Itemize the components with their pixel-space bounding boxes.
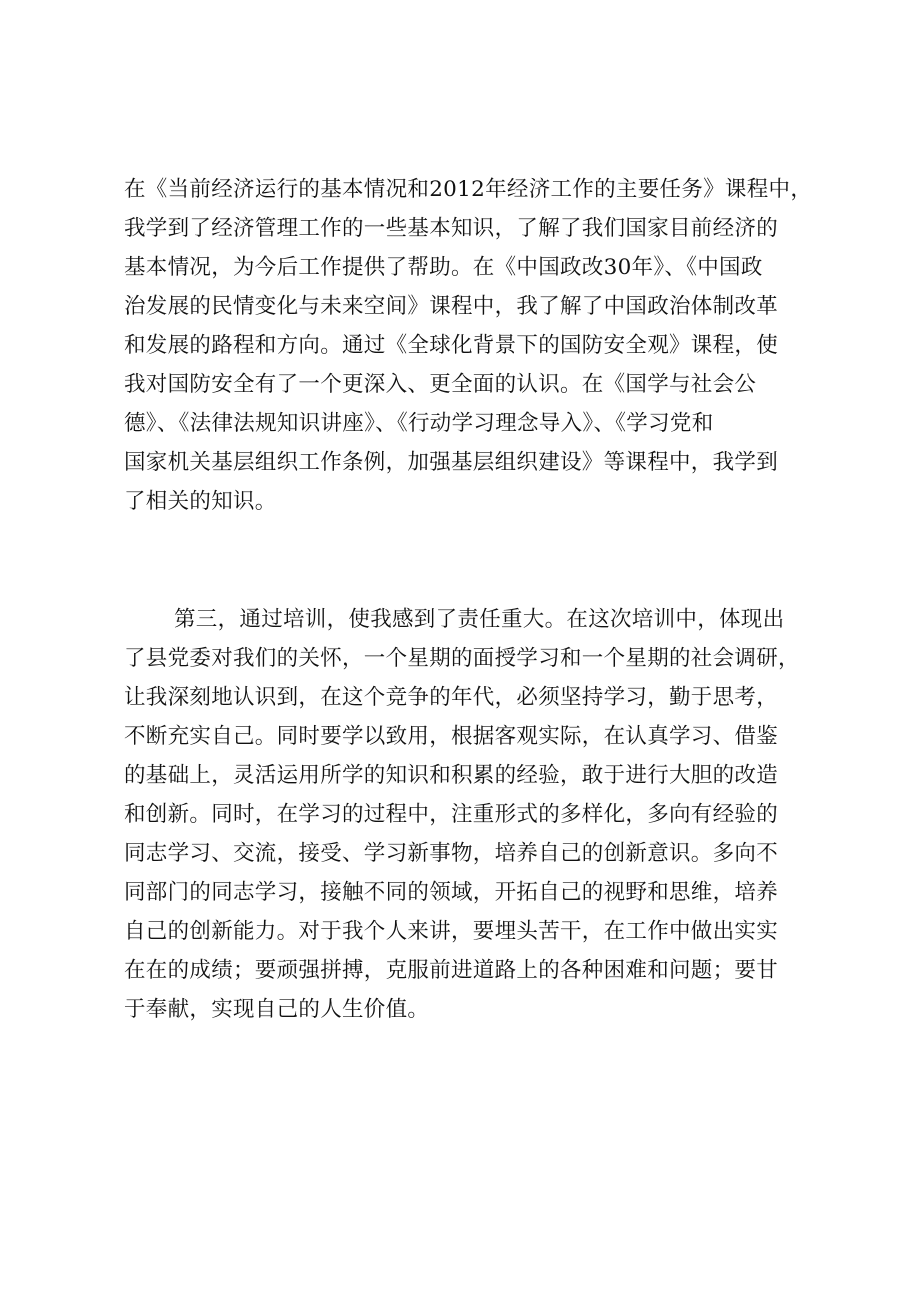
paragraph-line: 我对国防安全有了一个更深入、更全面的认识。在《国学与社会公 [124,372,757,397]
paragraph-line: 在《当前经济运行的基本情况和2012年经济工作的主要任务》课程中， [124,177,813,202]
paragraph-line: 我学到了经济管理工作的一些基本知识，了解了我们国家目前经济的 [124,216,779,241]
paragraph-line: 于奉献，实现自己的人生价值。 [124,997,430,1022]
paragraph-line: 让我深刻地认识到，在这个竞争的年代，必须坚持学习，勤于思考， [124,685,779,710]
paragraph-line: 德》、《法律法规知识讲座》、《行动学习理念导入》、《学习党和 [124,411,714,436]
paragraph-responsibility [124,600,844,1029]
paragraph-line: 了相关的知识。 [124,489,277,514]
paragraph-line: 国家机关基层组织工作条例，加强基层组织建设》等课程中，我学到 [124,450,779,475]
paragraph-line: 不断充实自己。同时要学以致用，根据客观实际，在认真学习、借鉴 [124,724,779,749]
paragraph-line: 了县党委对我们的关怀，一个星期的面授学习和一个星期的社会调研， [124,646,800,671]
paragraph-line: 同志学习、交流，接受、学习新事物，培养自己的创新意识。多向不 [124,841,779,866]
paragraph-line: 的基础上，灵活运用所学的知识和积累的经验，敢于进行大胆的改造 [124,763,779,788]
paragraph-line: 自己的创新能力。对于我个人来讲，要埋头苦干，在工作中做出实实 [124,919,779,944]
paragraph-line: 和创新。同时，在学习的过程中，注重形式的多样化，多向有经验的 [124,802,779,827]
paragraph-line: 和发展的路程和方向。通过《全球化背景下的国防安全观》课程，使 [124,333,779,358]
paragraph-line: 同部门的同志学习，接触不同的领域，开拓自己的视野和思维，培养 [124,880,779,905]
paragraph-line: 基本情况，为今后工作提供了帮助。在《中国政改30年》、《中国政 [124,255,763,280]
paragraph-line: 治发展的民情变化与未来空间》课程中，我了解了中国政治体制改革 [124,294,779,319]
paragraph-line: 在在的成绩；要顽强拼搏，克服前进道路上的各种困难和问题；要甘 [124,958,779,983]
paragraph-line: 第三，通过培训，使我感到了责任重大。在这次培训中，体现出 [174,607,785,632]
paragraph-course-learning [124,170,844,521]
